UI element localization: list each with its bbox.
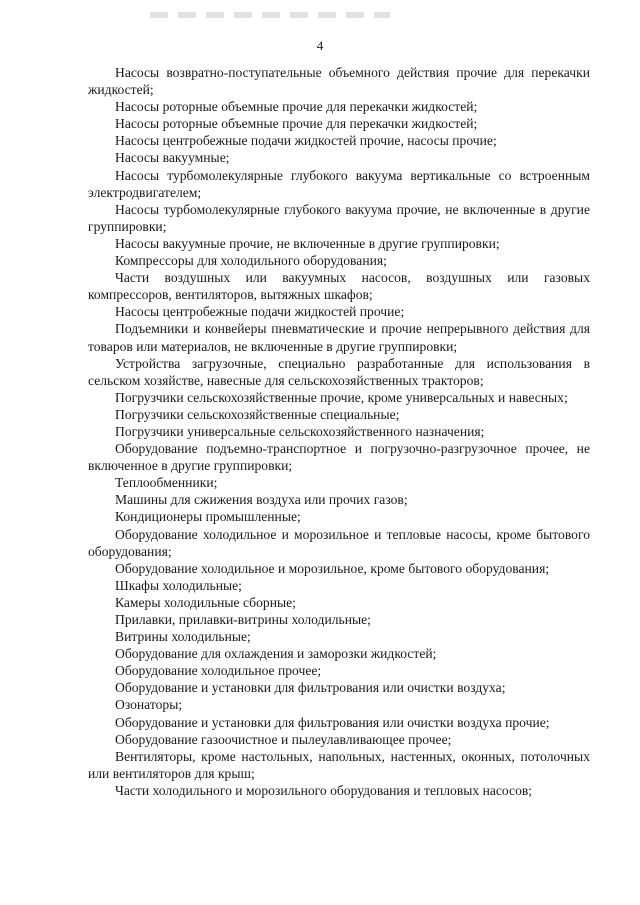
- list-item: Озонаторы;: [115, 697, 183, 713]
- list-item: Насосы центробежные подачи жидкостей прочие, насосы прочие;: [115, 133, 497, 149]
- list-item: Оборудование и установки для фильтрования или очистки воздуха;: [115, 680, 506, 696]
- list-item: Кондиционеры промышленные;: [115, 509, 301, 525]
- list-item: Насосы вакуумные;: [115, 150, 230, 166]
- scan-header-artifact: [150, 12, 390, 18]
- list-item: Части холодильного и морозильного оборудования и тепловых насосов;: [115, 782, 533, 798]
- list-item: Погрузчики сельскохозяйственные прочие, кроме универсальных и навесных;: [115, 389, 568, 405]
- list-item: Оборудование и установки для фильтрования или очистки воздуха прочие;: [115, 714, 550, 730]
- list-item: Вентиляторы, кроме настольных, напольных, настенных, оконных, потолочных или вентиляторов для крыш;: [88, 748, 590, 781]
- list-item: Витрины холодильные;: [115, 629, 251, 645]
- page-number: 4: [316, 38, 324, 53]
- list-item: Шкафы холодильные;: [115, 577, 242, 593]
- list-item: Оборудование холодильное и морозильное и тепловые насосы, кроме бытового оборудования;: [88, 526, 590, 559]
- list-item: Устройства загрузочные, специально разработанные для использования в сельском хозяйстве, навесные для сельскохозяйственных тракторов;: [88, 355, 590, 388]
- list-item: Насосы турбомолекулярные глубокого вакуума вертикальные со встроенным электродвигателем;: [88, 167, 590, 200]
- list-item: Оборудование для охлаждения и заморозки жидкостей;: [115, 646, 437, 662]
- list-item: Насосы роторные объемные прочие для перекачки жидкостей;: [115, 99, 478, 115]
- list-item: Теплообменники;: [115, 475, 218, 491]
- list-item: Подъемники и конвейеры пневматические и прочие непрерывного действия для товаров или материалов, не включенные в другие группировки;: [88, 321, 590, 354]
- list-item: Насосы роторные объемные прочие для перекачки жидкостей;: [115, 116, 478, 132]
- list-item: Оборудование подъемно-транспортное и погрузочно-разгрузочное прочее, не включенное в другие группировки;: [88, 441, 590, 474]
- document-body: [88, 64, 590, 799]
- list-item: Прилавки, прилавки-витрины холодильные;: [115, 612, 371, 627]
- list-item: Погрузчики универсальные сельскохозяйственного назначения;: [115, 423, 485, 439]
- list-item: Оборудование холодильное прочее;: [115, 663, 322, 679]
- list-item: Камеры холодильные сборные;: [115, 594, 296, 610]
- list-item: Оборудование холодильное и морозильное, кроме бытового оборудования;: [115, 560, 550, 576]
- list-item: Оборудование газоочистное и пылеулавливающее прочее;: [115, 731, 452, 747]
- list-item: Компрессоры для холодильного оборудования;: [115, 253, 387, 269]
- list-item: Насосы вакуумные прочие, не включенные в другие группировки;: [115, 235, 500, 251]
- list-item: Насосы турбомолекулярные глубокого вакуума прочие, не включенные в другие группировки;: [88, 201, 590, 234]
- list-item: Части воздушных или вакуумных насосов, воздушных или газовых компрессоров, вентиляторов, вытяжных шкафов;: [88, 270, 590, 303]
- list-item: Погрузчики сельскохозяйственные специальные;: [115, 406, 400, 422]
- list-item: Насосы возвратно-поступательные объемного действия прочие для перекачки жидкостей;: [88, 65, 590, 98]
- list-item: Насосы центробежные подачи жидкостей прочие;: [115, 304, 405, 320]
- list-item: Машины для сжижения воздуха или прочих газов;: [115, 492, 408, 508]
